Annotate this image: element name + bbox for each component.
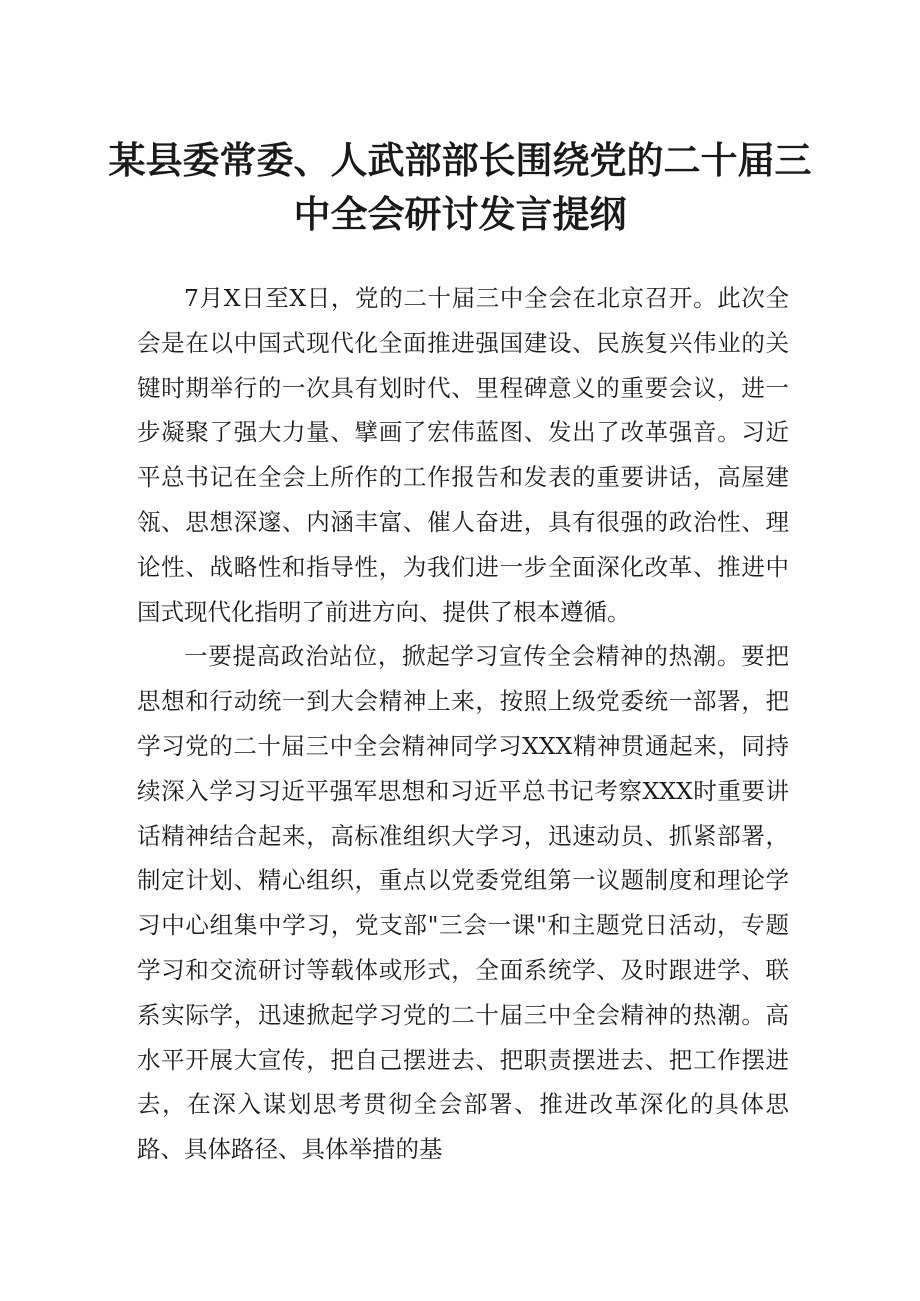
paragraph-intro: 7月X日至X日，党的二十届三中全会在北京召开。此次全会是在以中国式现代化全面推进强国建设、民族复兴伟业的关键时期举行的一次具有划时代、里程碑意义的重要会议，进一步凝聚了强大力量、擘画了宏伟蓝图、发出了改革强音。习近平总书记在全会上所作的工作报告和发表的重要讲话，高屋建瓴、思想深邃、内涵丰富、催人奋进，具有很强的政治性、理论性、战略性和指导性，为我们进一步全面深化改革、推进中国式现代化指明了前进方向、提供了根本遵循。 bbox=[137, 284, 789, 626]
document-title-line-2: 中全会研讨发言提纲 bbox=[293, 193, 627, 236]
document-body bbox=[137, 276, 789, 1172]
document-title-line-1: 某县委常委、人武部部长围绕党的二十届三 bbox=[108, 139, 812, 182]
paragraph-point-one: 一要提高政治站位，掀起学习宣传全会精神的热潮。要把思想和行动统一到大会精神上来，按照上级党委统一部署，把学习党的二十届三中全会精神同学习XXX精神贯通起来，同持续深入学习习近平强军思想和习近平总书记考察XXX时重要讲话精神结合起来，高标准组织大学习，迅速动员、抓紧部署，制定计划、精心组织，重点以党委党组第一议题制度和理论学习中心组集中学习，党支部"三会一课"和主题党日活动，专题学习和交流研讨等载体或形式，全面系统学、及时跟进学、联系实际学，迅速掀起学习党的二十届三中全会精神的热潮。高水平开展大宣传，把自己摆进去、把职责摆进去、把工作摆进去，在深入谋划思考贯彻全会部署、推进改革深化的具体思路、具体路径、具体举措的基 bbox=[137, 642, 789, 1164]
